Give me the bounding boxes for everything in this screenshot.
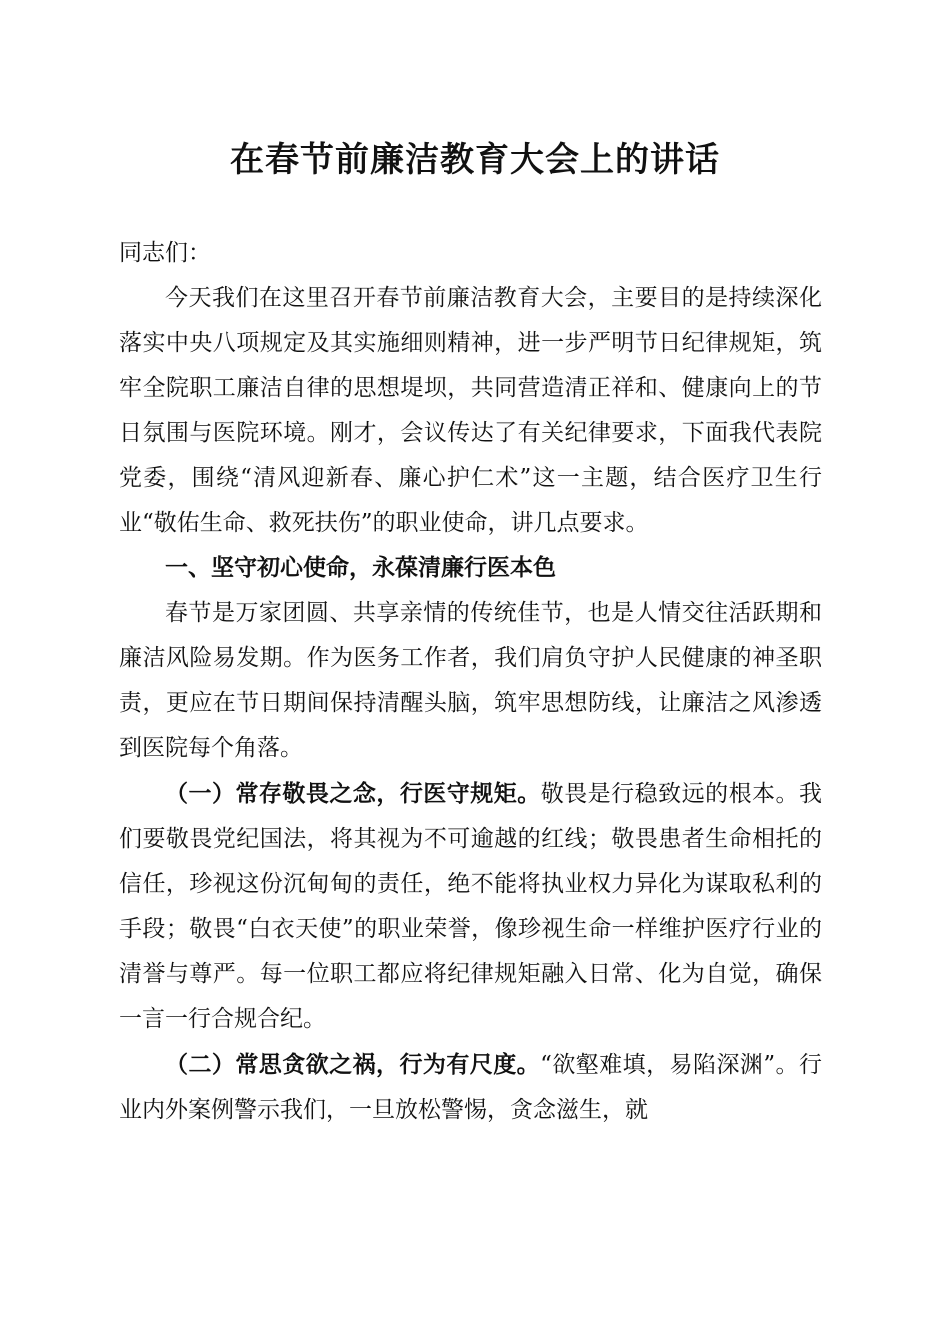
section-paragraph: 春节是万家团圆、共享亲情的传统佳节，也是人情交往活跃期和廉洁风险易发期。作为医务工作者，我们肩负守护人民健康的神圣职责，更应在节日期间保持清醒头脑，筑牢思想防线，让廉洁之风渗透到医院每个角落。 — [119, 600, 822, 761]
subsection-lead: （一）常存敬畏之念，行医守规矩。 — [165, 780, 541, 807]
subsection-text: “欲壑难填，易陷深渊”。行业内外案例警示我们，一旦放松警惕，贪念滋生，就 — [119, 1052, 822, 1123]
subsection-lead: （二）常思贪欲之祸，行为有尺度。 — [165, 1051, 541, 1078]
document-body — [119, 231, 822, 1133]
subsection-text: 敬畏是行稳致远的根本。我们要敬畏党纪国法，将其视为不可逾越的红线；敬畏患者生命相托的信任，珍视这份沉甸甸的责任，绝不能将执业权力异化为谋取私利的手段；敬畏“白衣天使”的职业荣誉，像珍视生命一样维护医疗行业的清誉与尊严。每一位职工都应将纪律规矩融入日常、化为自觉，确保一言一行合规合纪。 — [119, 781, 823, 1032]
intro-paragraph: 今天我们在这里召开春节前廉洁教育大会，主要目的是持续深化落实中央八项规定及其实施细则精神，进一步严明节日纪律规矩，筑牢全院职工廉洁自律的思想堤坝，共同营造清正祥和、健康向上的节日氛围与医院环境。刚才，会议传达了有关纪律要求，下面我代表院党委，围绕“清风迎新春、廉心护仁术”这一主题，结合医疗卫生行业“敬佑生命、救死扶伤”的职业使命，讲几点要求。 — [119, 285, 822, 536]
subsection-paragraph — [119, 771, 822, 1042]
salutation: 同志们： — [119, 240, 211, 266]
subsection-paragraph — [119, 1042, 822, 1133]
section-heading: 一、坚守初心使命，永葆清廉行医本色 — [165, 555, 556, 581]
document-title: 在春节前廉洁教育大会上的讲话 — [230, 140, 720, 180]
